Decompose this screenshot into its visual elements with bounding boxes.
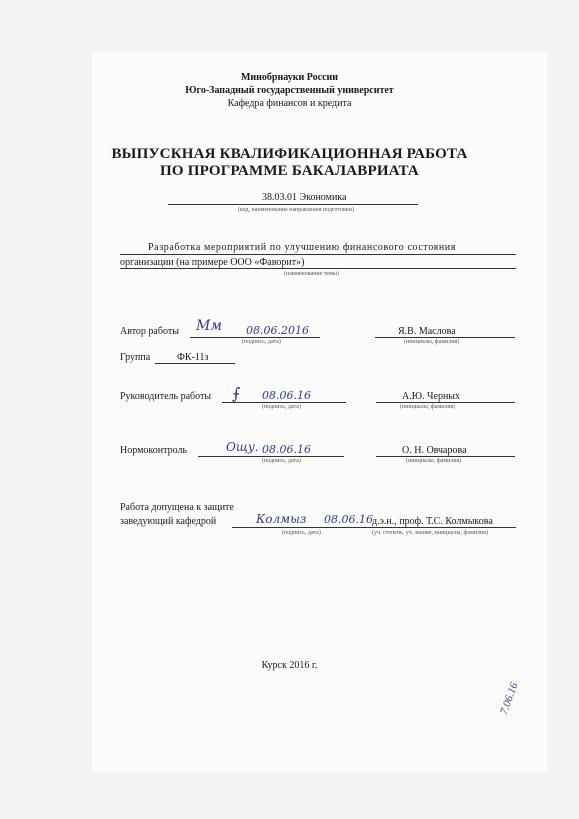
author-name-caption: (инициалы, фамилия) [404, 339, 460, 345]
specialty-value: 38.03.01 Экономика [262, 192, 347, 203]
head-sign-caption: (подпись, дата) [282, 530, 321, 536]
topic-underline1 [120, 254, 516, 255]
author-sign-caption: (подпись, дата) [242, 339, 281, 345]
supervisor-name-line [376, 402, 515, 403]
topic-line2: организации (на примере ООО «Фаворит») [120, 257, 305, 268]
author-signature: Мм [196, 318, 222, 334]
topic-caption: (наименование темы) [284, 271, 339, 277]
supervisor-name: А.Ю. Черных [402, 391, 461, 402]
normcontrol-sign-caption: (подпись, дата) [262, 458, 301, 464]
group-line [155, 363, 235, 364]
head-name-caption: (уч. степень, уч. звание, инициалы, фамилия) [372, 530, 488, 536]
document-title-line2: ПО ПРОГРАММЕ БАКАЛАВРИАТА [160, 163, 419, 179]
specialty-underline [168, 204, 418, 205]
group-label: Группа [120, 352, 151, 363]
supervisor-sign-date: 08.06.16 [262, 389, 311, 402]
normcontrol-name-line [376, 456, 515, 457]
head-of-department-label: заведующий кафедрой [120, 516, 217, 527]
normcontrol-label: Нормоконтроль [120, 445, 188, 456]
author-name: Я.В. Маслова [398, 326, 456, 337]
normcontrol-name: О. Н. Овчарова [402, 445, 467, 456]
marginal-note: 7.06.16 [498, 680, 521, 717]
normcontrol-sign-line [198, 456, 344, 457]
admission-text: Работа допущена к защите [120, 502, 234, 513]
document-title-line1: ВЫПУСКНАЯ КВАЛИФИКАЦИОННАЯ РАБОТА [111, 146, 468, 162]
ministry-name: Минобрнауки России [240, 72, 339, 83]
topic-line1: Разработка мероприятий по улучшению финансового состояния [148, 242, 456, 253]
supervisor-name-caption: (инициалы, фамилия) [400, 404, 456, 410]
head-sign-date: 08.06.16 [324, 513, 373, 526]
head-name: д.э.н., проф. Т.С. Колмыкова [372, 516, 493, 527]
admission-line [232, 527, 516, 528]
author-label: Автор работы [120, 326, 179, 337]
supervisor-sign-line [222, 402, 346, 403]
city-year: Курск 2016 г. [261, 660, 318, 671]
topic-underline2 [120, 268, 516, 269]
department-name: Кафедра финансов и кредита [227, 98, 352, 109]
author-sign-line [190, 337, 320, 338]
normcontrol-signature: Ощу. [226, 440, 259, 454]
normcontrol-sign-date: 08.06.16 [262, 443, 311, 456]
supervisor-sign-caption: (подпись, дата) [262, 404, 301, 410]
normcontrol-name-caption: (инициалы, фамилия) [406, 458, 462, 464]
group-value: ФК-11з [177, 352, 209, 363]
author-name-line [375, 337, 515, 338]
university-name: Юго-Западный государственный университет [185, 85, 394, 96]
supervisor-label: Руководитель работы [120, 391, 212, 402]
supervisor-signature: ⨍ [232, 384, 241, 403]
head-signature: Колмыз [256, 512, 307, 526]
author-sign-date: 08.06.2016 [246, 324, 309, 337]
specialty-caption: (код, наименование направления подготовки) [238, 207, 354, 213]
